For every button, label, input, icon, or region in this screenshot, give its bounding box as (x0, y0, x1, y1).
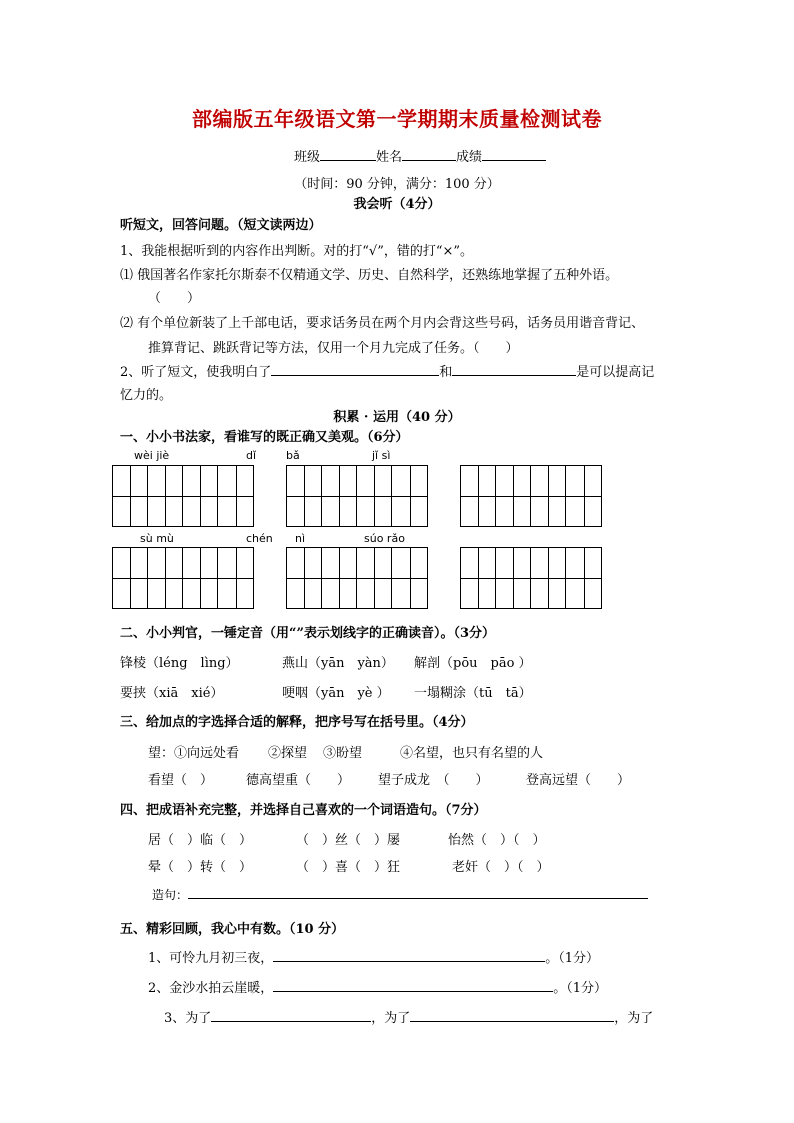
word-answer[interactable]: 德高望重（ ） (246, 773, 351, 788)
section-3-title: 三、给加点的字选择合适的解释，把序号写在括号里。（4分） (120, 715, 474, 730)
pinyin-label: súo rǎo (364, 532, 405, 545)
reading-choice[interactable]: 哽咽（yān yè ） (282, 686, 390, 701)
reading-choice[interactable]: 锋棱（léng lìng） (120, 656, 239, 671)
definition-item: ④名望，也只有名望的人 (400, 746, 544, 761)
section-5-title: 五、精彩回顾，我心中有数。（10 分） (120, 922, 345, 937)
listening-heading: 我会听（4分） (353, 197, 441, 212)
definition-item: 望：①向远处看 (148, 746, 240, 761)
section-1-title: 一、小小书法家，看谁写的既正确又美观。（6分） (120, 430, 409, 445)
section-4-title: 四、把成语补充完整，并选择自己喜欢的一个词语造句。（7分） (120, 803, 487, 818)
writing-grid[interactable] (460, 465, 602, 527)
class-label: 班级 (294, 150, 321, 165)
q2-blank-1[interactable] (271, 363, 439, 376)
listening-instruction: 听短文，回答问题。（短文读两边） (120, 218, 322, 233)
idiom-fill[interactable]: 老奸（ ）（ ） (452, 860, 550, 875)
writing-grid[interactable] (112, 465, 254, 527)
listening-q1-2-line1: ⑵ 有个单位新装了上千部电话，要求话务员在两个月内会背这些号码，话务员用谐音背记、 (120, 316, 645, 331)
class-blank[interactable] (320, 148, 376, 161)
section-2-title: 二、小小判官，一锤定音（用“”表示划线字的正确读音）。（3分） (120, 626, 496, 641)
reading-choice[interactable]: 燕山（yān yàn） (282, 656, 394, 671)
recall-blank-3b[interactable] (410, 1009, 614, 1022)
score-label: 成绩 (456, 150, 483, 165)
score-blank[interactable] (482, 148, 546, 161)
pinyin-label: chén (246, 532, 273, 545)
accumulation-heading: 积累 · 运用（40 分） (333, 410, 461, 425)
pinyin-label: jǐ sì (372, 449, 391, 462)
recall-question-3: 3、为了 ，为了 ，为了 (164, 1011, 654, 1026)
writing-grid[interactable] (286, 547, 428, 609)
recall-question-1: 1、可怜九月初三夜， 。（1分） (148, 951, 600, 966)
recall-blank-2[interactable] (273, 979, 553, 992)
listening-q1: 1、我能根据听到的内容作出判断。对的打“√”，错的打“×”。 (120, 244, 474, 259)
listening-q1-1-answer[interactable]: （ ） (148, 291, 201, 306)
pinyin-label: sù mù (140, 532, 174, 545)
time-note: （时间：90 分钟，满分：100 分） (294, 177, 500, 192)
idiom-fill[interactable]: （ ）喜（ ）狂 (296, 860, 401, 875)
pinyin-label: bǎ (286, 449, 300, 462)
pinyin-label: dǐ (246, 449, 257, 462)
word-answer[interactable]: 看望（ ） (148, 773, 214, 788)
listening-q1-1-line1: ⑴ 俄国著名作家托尔斯泰不仅精通文学、历史、自然科学，还熟练地掌握了五种外语。 (120, 268, 619, 283)
definition-item: ③盼望 (323, 746, 363, 761)
recall-blank-1[interactable] (273, 949, 545, 962)
name-blank[interactable] (402, 148, 456, 161)
writing-grid[interactable] (112, 547, 254, 609)
listening-q1-2-line2: 推算背记、跳跃背记等方法，仅用一个月九完成了任务。（ ） (148, 341, 519, 356)
pinyin-label: nì (295, 532, 306, 545)
recall-question-2: 2、金沙水拍云崖暖， 。（1分） (148, 981, 608, 996)
word-answer[interactable]: 登高远望（ ） (526, 773, 631, 788)
pinyin-label: wèi jiè (134, 449, 170, 462)
word-answer[interactable]: 望子成龙 （ ） (378, 773, 489, 788)
definition-item: ②探望 (268, 746, 308, 761)
idiom-fill[interactable]: 怡然（ ）（ ） (448, 833, 546, 848)
idiom-fill[interactable]: （ ）丝（ ）屡 (296, 833, 401, 848)
recall-blank-3a[interactable] (211, 1009, 371, 1022)
reading-choice[interactable]: 解剖（pōu pāo ） (414, 656, 532, 671)
reading-choice[interactable]: 一塌糊涂（tū tā） (414, 686, 532, 701)
idiom-fill[interactable]: 居（ ）临（ ） (148, 833, 253, 848)
page-title: 部编版五年级语文第一学期期末质量检测试卷 (192, 107, 602, 131)
student-info-line (294, 146, 546, 165)
listening-q2-line1: 2、听了短文，使我明白了 和 是可以提高记 (120, 365, 655, 380)
name-label: 姓名 (376, 150, 403, 165)
listening-q2-line2: 忆力的。 (120, 388, 173, 403)
idiom-fill[interactable]: 晕（ ）转（ ） (148, 860, 253, 875)
sentence-line: 造句： (152, 886, 648, 903)
q2-blank-2[interactable] (452, 363, 576, 376)
writing-grid[interactable] (460, 547, 602, 609)
sentence-blank[interactable] (188, 886, 648, 899)
reading-choice[interactable]: 要挟（xiā xié） (120, 686, 224, 701)
writing-grid[interactable] (286, 465, 428, 527)
